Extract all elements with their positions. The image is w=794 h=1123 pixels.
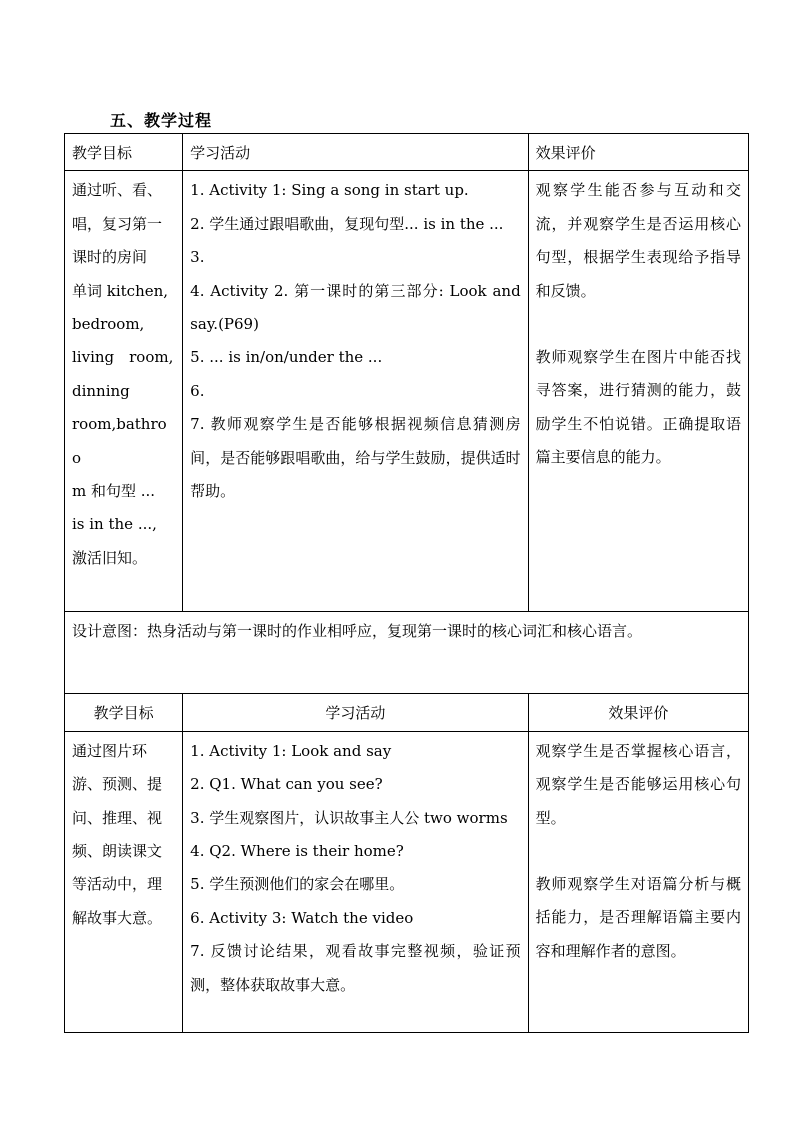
goal-line: bedroom, xyxy=(72,315,145,334)
goal-line: room,bathroo xyxy=(72,415,167,467)
activity-item: 2. Q1. What can you see? xyxy=(190,775,383,794)
header-goal: 教学目标 xyxy=(65,134,183,171)
evaluation-cell xyxy=(528,171,748,612)
evaluation-paragraph: 观察学生能否参与互动和交流，并观察学生是否运用核心句型，根据学生表现给予指导和反馈。 xyxy=(535,181,741,300)
activity-item: 6. Activity 3: Watch the video xyxy=(190,908,414,927)
activity-item: 4. Activity 2. 第一课时的第三部分: Look and say.(P69) xyxy=(190,281,521,334)
goal-line: 单词 kitchen, xyxy=(72,281,169,300)
teaching-process-table xyxy=(64,133,749,1033)
activity-item: 6. xyxy=(190,381,205,400)
evaluation-cell xyxy=(528,731,748,1032)
goal-line: 等活动中，理 xyxy=(72,875,163,894)
goal-line: 激活旧知。 xyxy=(72,548,148,567)
activity-item: 4. Q2. Where is their home? xyxy=(190,842,404,861)
header-activity: 学习活动 xyxy=(183,134,529,171)
goal-line: dinning xyxy=(72,381,130,400)
evaluation-paragraph: 教师观察学生对语篇分析与概括能力，是否理解语篇主要内容和理解作者的意图。 xyxy=(535,875,741,960)
goal-line: 解故事大意。 xyxy=(72,908,163,927)
activity-item: 2. 学生通过跟唱歌曲，复现句型... is in the ... xyxy=(190,214,504,233)
goal-line: living room, xyxy=(72,348,174,367)
goal-line: 课时的房间 xyxy=(72,248,148,267)
table-header-row xyxy=(65,134,749,171)
goal-cell xyxy=(65,731,183,1032)
activity-item: 3. 学生观察图片，认识故事主人公 two worms xyxy=(190,808,508,827)
goal-line: 通过听、看、 xyxy=(72,181,163,200)
evaluation-paragraph: 教师观察学生在图片中能否找寻答案，进行猜测的能力，鼓励学生不怕说错。正确提取语篇主要信息的能力。 xyxy=(535,348,741,467)
table-row xyxy=(65,731,749,1032)
activity-item: 7. 教师观察学生是否能够根据视频信息猜测房间，是否能够跟唱歌曲，给与学生鼓励，提供适时帮助。 xyxy=(190,415,521,501)
design-intent-row xyxy=(65,612,749,694)
goal-line: is in the ..., xyxy=(72,515,157,534)
activity-cell xyxy=(183,171,529,612)
activity-item: 1. Activity 1: Look and say xyxy=(190,741,392,760)
header-evaluation: 效果评价 xyxy=(528,134,748,171)
activity-item: 5. 学生预测他们的家会在哪里。 xyxy=(190,875,405,894)
section-heading: 五、教学过程 xyxy=(110,111,213,130)
activity-item: 1. Activity 1: Sing a song in start up. xyxy=(190,181,469,200)
table-row xyxy=(65,171,749,612)
design-intent-text: 设计意图：热身活动与第一课时的作业相呼应，复现第一课时的核心词汇和核心语言。 xyxy=(65,612,749,694)
activity-cell xyxy=(183,731,529,1032)
activity-item: 5. ... is in/on/under the ... xyxy=(190,348,383,367)
goal-line: 游、预测、提 xyxy=(72,775,163,794)
goal-line: 问、推理、视 xyxy=(72,808,163,827)
goal-line: 频、朗读课文 xyxy=(72,842,163,861)
activity-item: 3. xyxy=(190,248,205,267)
header-activity: 学习活动 xyxy=(183,694,529,731)
evaluation-paragraph: 观察学生是否掌握核心语言，观察学生是否能够运用核心句型。 xyxy=(535,741,741,827)
header-evaluation: 效果评价 xyxy=(528,694,748,731)
goal-line: 通过图片环 xyxy=(72,741,148,760)
table-header-row xyxy=(65,694,749,731)
goal-line: m 和句型 ... xyxy=(72,482,156,501)
goal-cell xyxy=(65,171,183,612)
goal-line: 唱，复习第一 xyxy=(72,214,163,233)
header-goal: 教学目标 xyxy=(65,694,183,731)
activity-item: 7. 反馈讨论结果，观看故事完整视频，验证预测，整体获取故事大意。 xyxy=(190,942,521,994)
